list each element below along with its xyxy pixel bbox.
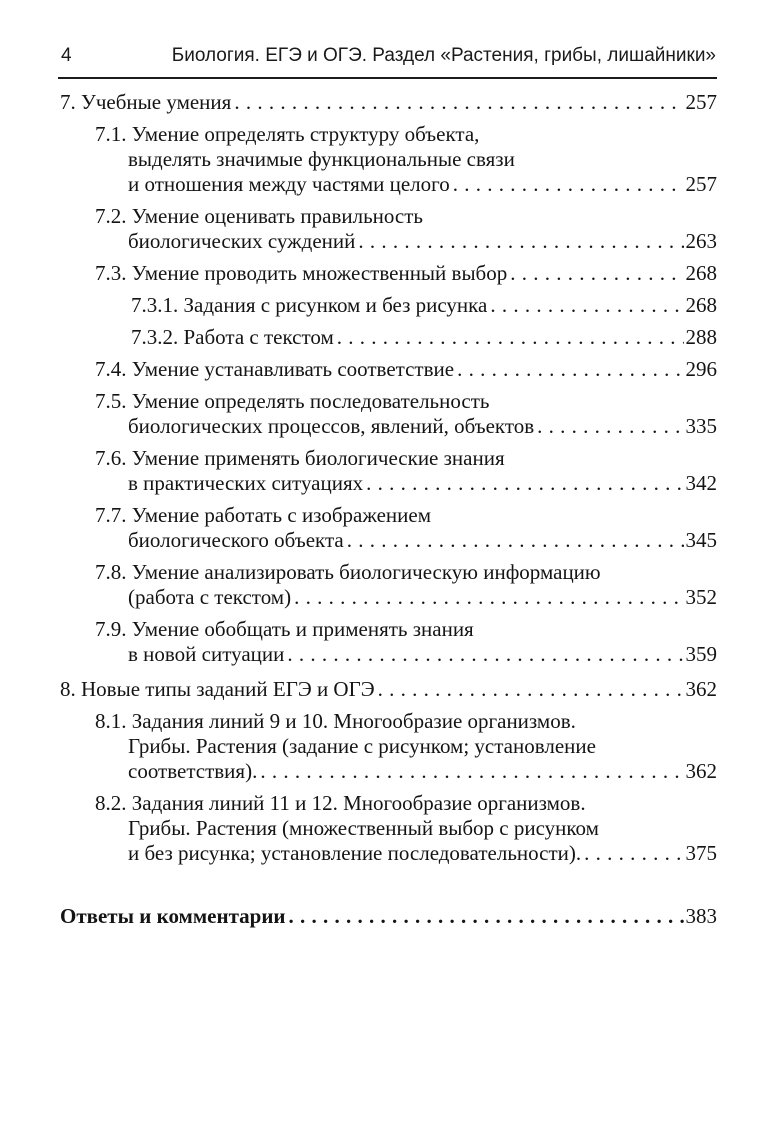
toc-entry xyxy=(58,122,717,197)
toc-entry-line: 7.7. Умение работать с изображением xyxy=(95,503,431,527)
toc-page-number: 362 xyxy=(685,677,717,701)
dot-leader xyxy=(378,677,684,702)
toc-entry-line: 8.2. Задания линий 11 и 12. Многообразие организмов. xyxy=(95,791,586,815)
running-title: Биология. ЕГЭ и ОГЭ. Раздел «Растения, грибы, лишайники» xyxy=(171,45,716,66)
toc-entry xyxy=(58,261,717,286)
toc-entry-line: 7.8. Умение анализировать биологическую информацию xyxy=(95,560,601,584)
dot-leader xyxy=(453,172,684,197)
toc-entry xyxy=(58,709,717,784)
toc-entry-title: Ответы и комментарии xyxy=(60,904,286,928)
toc-page-number: 335 xyxy=(685,414,717,438)
toc-entry xyxy=(58,503,717,553)
toc-page-number: 383 xyxy=(685,904,717,928)
toc-entry-line: Грибы. Растения (задание с рисунком; установление xyxy=(128,734,596,758)
toc-page-number: 296 xyxy=(685,357,717,381)
toc-entry xyxy=(58,446,717,496)
toc-page-number: 268 xyxy=(685,293,717,317)
toc-entry xyxy=(58,293,717,318)
toc-entry-title: и отношения между частями целого xyxy=(128,172,450,196)
dot-leader xyxy=(287,642,683,667)
toc-page-number: 257 xyxy=(685,172,717,196)
toc-page-number: 375 xyxy=(685,841,717,865)
toc-entry-line: выделять значимые функциональные связи xyxy=(128,147,515,171)
dot-leader xyxy=(289,904,684,929)
dot-leader xyxy=(510,261,683,286)
toc-entry-title: 7. Учебные умения xyxy=(60,90,232,114)
dot-leader xyxy=(260,759,683,784)
toc-entry xyxy=(58,791,717,866)
toc-entry-title: в новой ситуации xyxy=(128,642,285,666)
header-rule xyxy=(58,77,717,79)
toc-entry-title: биологических процессов, явлений, объектов xyxy=(128,414,535,438)
toc-entry xyxy=(58,204,717,254)
toc-entry-line: 7.1. Умение определять структуру объекта, xyxy=(95,122,480,146)
dot-leader xyxy=(234,90,683,115)
dot-leader xyxy=(358,229,683,254)
toc-page-number: 268 xyxy=(685,261,717,285)
toc-entry xyxy=(58,325,717,350)
page-header xyxy=(58,44,717,77)
toc-entry-line: 8.1. Задания линий 9 и 10. Многообразие организмов. xyxy=(95,709,576,733)
toc-entry-title: 7.3. Умение проводить множественный выбор xyxy=(95,261,508,285)
toc-entry-line: 7.6. Умение применять биологические знания xyxy=(95,446,505,470)
toc-page-number: 263 xyxy=(685,229,717,253)
toc-page-number: 352 xyxy=(685,585,717,609)
toc-entry-title: 8. Новые типы заданий ЕГЭ и ОГЭ xyxy=(60,677,375,701)
toc-page-number: 359 xyxy=(685,642,717,666)
dot-leader xyxy=(366,471,683,496)
dot-leader xyxy=(584,841,683,866)
toc-entry-line: 7.5. Умение определять последовательность xyxy=(95,389,490,413)
toc-entry xyxy=(58,90,717,115)
toc-page-number: 345 xyxy=(685,528,717,552)
toc-entry-title: соответствия). xyxy=(128,759,258,783)
toc-entry-title: (работа с текстом) xyxy=(128,585,292,609)
dot-leader xyxy=(490,293,683,318)
dot-leader xyxy=(294,585,683,610)
table-of-contents xyxy=(58,90,717,929)
toc-page-number: 362 xyxy=(685,759,717,783)
dot-leader xyxy=(457,357,683,382)
toc-entry-line: 7.2. Умение оценивать правильность xyxy=(95,204,423,228)
toc-entry-line: 7.9. Умение обобщать и применять знания xyxy=(95,617,474,641)
toc-entry-title: в практических ситуациях xyxy=(128,471,364,495)
toc-entry-title: и без рисунка; установление последовательности). xyxy=(128,841,582,865)
toc-entry xyxy=(58,560,717,610)
dot-leader xyxy=(347,528,684,553)
dot-leader xyxy=(337,325,684,350)
dot-leader xyxy=(537,414,683,439)
toc-page-number: 257 xyxy=(685,90,717,114)
toc-page-number: 342 xyxy=(685,471,717,495)
page-number: 4 xyxy=(61,45,72,66)
toc-entry-title: биологических суждений xyxy=(128,229,356,253)
toc-entry-title: 7.3.2. Работа с текстом xyxy=(131,325,334,349)
toc-entry-line: Грибы. Растения (множественный выбор с рисунком xyxy=(128,816,599,840)
toc-entry xyxy=(58,357,717,382)
toc-entry xyxy=(58,617,717,667)
toc-entry xyxy=(58,904,717,929)
toc-page-number: 288 xyxy=(685,325,717,349)
toc-entry-title: 7.3.1. Задания с рисунком и без рисунка xyxy=(131,293,488,317)
toc-entry xyxy=(58,677,717,702)
toc-entry-title: 7.4. Умение устанавливать соответствие xyxy=(95,357,455,381)
toc-entry xyxy=(58,389,717,439)
toc-entry-title: биологического объекта xyxy=(128,528,344,552)
